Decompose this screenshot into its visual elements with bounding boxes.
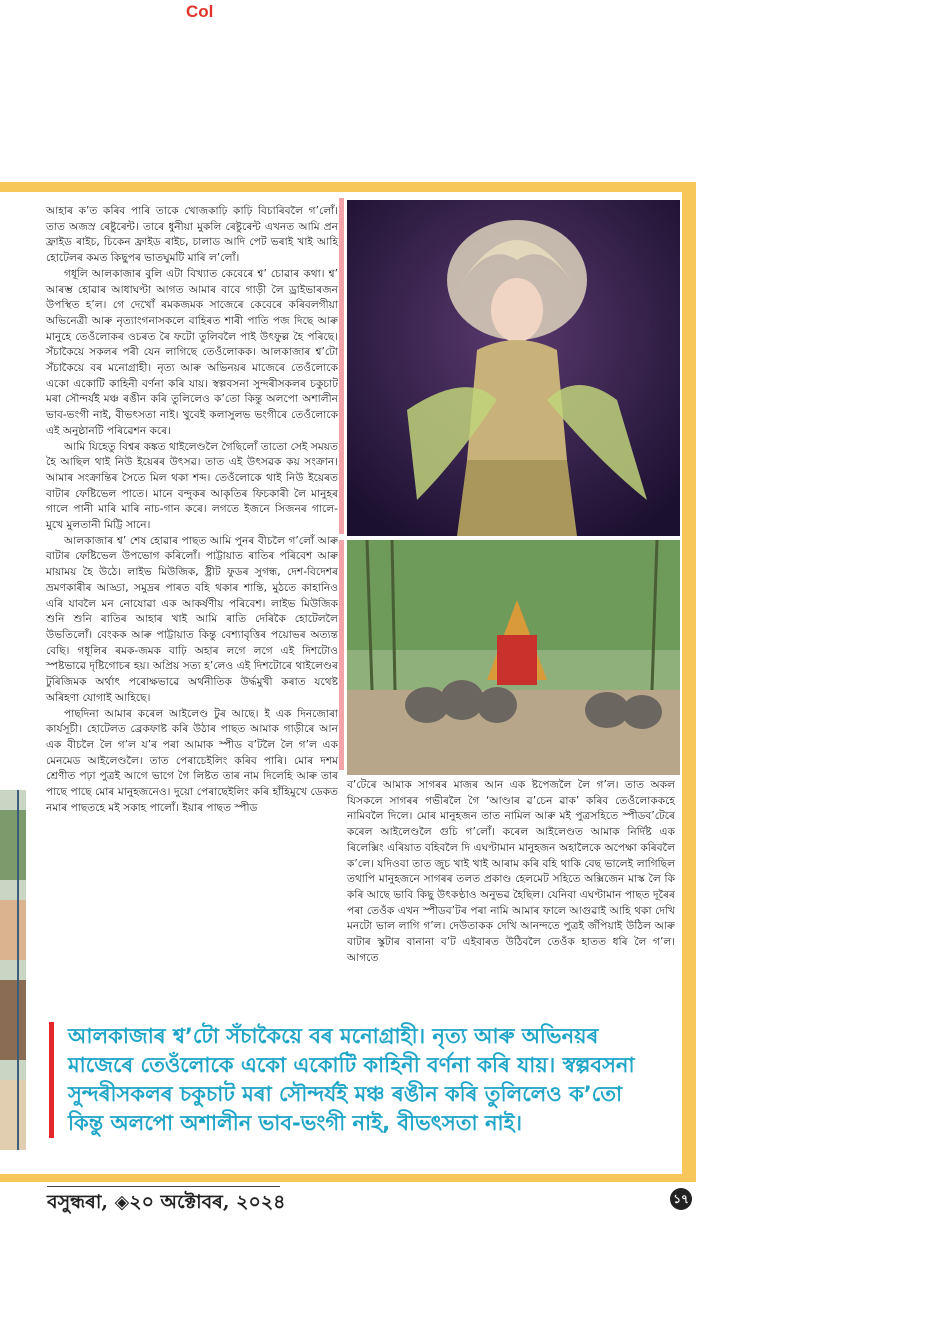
accent-bar (339, 540, 344, 770)
pull-quote-line: কিন্তু অলপো অশালীন ভাব-ভংগী নাই, বীভৎসতা নাই। (68, 1111, 523, 1135)
dancer-photo (347, 200, 680, 536)
paragraph: ব’টেৰে আমাক সাগৰৰ মাজৰ আন এক ষ্টপেজলৈ লৈ গ’ল। তাত অকল যিসকলে সাগৰৰ গভীৰলৈ গৈ ‘আণ্ডাৰ ৱ’চেন ৱাক’ কৰিব তেওঁলোককহে নামিবলৈ দিলে। মোৰ মানুহজন তাত নামিল আৰু মই পুত্ৰসহিতে স্পীডব’টেৰে কৰেল আইলেণ্ডলৈ গুচি গ’লোঁ। কৰেল আইলেণ্ডত আমাক নিৰ্দিষ্ট এক ৰিলেক্সিং এৰিয়াত বহিবলৈ দি এঘণ্টামান মানুহজন অহালৈকে অপেক্ষা কৰিবলৈ ক’লে। যদিওবা তাত জুচ খাই খাই আৰাম কৰি বহি থাকি বেছ ভালেই লাগিছিল তথাপি মানুহজনে সাগৰৰ তলত প্ৰকাণ্ড হেলমেট সহিতে অক্সিজেন মাস্ক লৈ কি কৰি আছে ভাবি কিছু উৎকণ্ঠাও অনুভৱ হৈছিল। যেনিবা এঘণ্টামান পাছত দূৰৈৰ পৰা তেওঁক এখন স্পীডব’টৰ পৰা নামি আমাৰ ফালে আগুৱাই আহি থকা দেখি মনটো ভাল লাগি গ’ল। দেউতাকক দেখি আনন্দতে পুত্ৰই জঁপিয়াই উঠিল আৰু বাটাৰ স্কুটাৰ বানানা ব’ট এইবাৰত উঠিবলৈ তেওঁক হাতত ধৰি লৈ গ’ল। আগতে (347, 779, 675, 964)
paragraph: আলকাজাৰ শ্ব’ শেষ হোৱাৰ পাছত আমি পুনৰ বীচলৈ গ’লোঁ আৰু বাটাৰ ফেষ্টিভেল উপভোগ কৰিলোঁ। পাট্টায়াত ৰাতিৰ পৰিবেশ আৰু মায়াময় হৈ উঠে। লাইভ মিউজিক, ষ্ট্ৰীট ফুডৰ সুগন্ধ, দেশ-বিদেশৰ ভ্ৰমণকাৰীৰ আড্ডা, সমুদ্ৰৰ পাৰত বহি থকাৰ শান্তি, মুঠতে কাহানিও এৰি যাবলৈ মন নোযোৱা এক আকৰ্ষণীয় পৰিবেশ। লাইভ মিউজিক শুনি শুনি ৰাতিৰ আহাৰ খাই আমি ৰাতি দেৰিকৈ হোটেললৈ উভতিলোঁ। বেংকক আৰু পাট্টায়াত কিন্তু বেশ্যাবৃত্তিৰ পয়োভৰ অত্যন্ত বেছি। গধূলিৰ ৰমক-জমক বাঢ়ি অহাৰ লগে লগে এই দিশটোও স্পষ্টভাৱে দৃষ্টিগোচৰ হয়। অপ্ৰিয় সত্য হ’লেও এই দিশটোৰে থাইলেণ্ডৰ টুৰিজিমক অৰ্থাৎ পৰোক্ষভাৱে অৰ্থনীতিক উৰ্দ্ধমুখী কৰাত যথেষ্ট অৰিহণা যোগাই আহিছে। (46, 534, 338, 704)
left-edge-photo (0, 790, 26, 1150)
pull-quote-line: সুন্দৰীসকলৰ চকুচাট মৰা সৌন্দৰ্যই মঞ্চ ৰঙীন কৰি তুলিলেও ক’তো (68, 1082, 623, 1106)
accent-bar (339, 198, 344, 534)
pull-quote (49, 1022, 680, 1138)
paragraph: আমি যিহেতু বিশ্বৰ কঙ্কত থাইলেণ্ডলৈ গৈছিলোঁ তাতো সেই সময়ত হৈ আছিল থাই নিউ ইয়েৰৰ উৎসৱ। তাত এই উৎসৱক কয় সংক্ৰান। আমাৰ সংক্ৰান্তিৰ সৈতে মিল থকা শব্দ। তেওঁলোকে থাই নিউ ইয়েৰত বাটাৰ ফেষ্টিভেল পাতে। মানে বন্দুকৰ আকৃতিৰ ফিচকাৰী লৈ মানুহৰ গালে পানী মাৰি মাৰি নাচ-গান কৰে। লগতে ইজনে সিজনৰ গালে-মুখে মুলতানী মিট্টি সানে। (46, 440, 338, 532)
footer-divider (47, 1186, 280, 1187)
right-column (347, 778, 675, 966)
pull-quote-line: মাজেৰে তেওঁলোকে একো একোটি কাহিনী বৰ্ণনা কৰি যায়। স্বল্পবসনা (68, 1053, 635, 1077)
pull-quote-line: আলকাজাৰ শ্ব’টো সঁচাকৈয়ে বৰ মনোগ্ৰাহী। নৃত্য আৰু অভিনয়ৰ (68, 1024, 599, 1048)
paragraph: পাছদিনা আমাৰ কৰেল আইলেণ্ড টুৰ আছে। ই এক দিনজোৰা কাৰ্যসূচী। হোটেলত ব্ৰেকফাষ্ট কৰি উঠাৰ পাছত আমাক গাড়ীৰে আন এক বীচলৈ লৈ গ’ল য’ৰ পৰা আমাক স্পীড ব’টলৈ লৈ গ’ল এক মেনমেড আইলেণ্ডলৈ। তাত পেৰাচেইলিং কৰিব পাৰি। মোৰ দশম শ্ৰেণীত পঢ়া পুত্ৰই আগে ভাগে গৈ লিষ্টত তাৰ নাম দিলেহি আৰু তাৰ পাছে পাছে মোৰ মানুহজনেও। দুয়ো পেৰাছেইলিং কৰি হাঁহিমুখে ডেকত নমাৰ পাছতহে মই সকাহ পালোঁ। ইয়াৰ পাছত স্পীড (46, 707, 338, 814)
paragraph: আহাৰ ক’ত কৰিব পাৰি তাকে খোজকাঢ়ি কাঢ়ি বিচাৰিবলৈ গ’লোঁ। তাত অজস্ৰ ৰেষ্টুৰেন্ট। তাৰে ধুনীয়া মুকলি ৰেষ্টুৰেন্ট এখনত আমি প্ৰন ফ্ৰাইড ৰাইচ, চিকেন ফ্ৰাইড ৰাইচ, চালাড আদি পেট ভৰাই খাই আহি হোটেলৰ কমত কিছুপৰ ভাতঘুমটি মাৰি ল’লোঁ। (46, 205, 338, 265)
left-column (46, 204, 338, 816)
elephant-show-photo (347, 540, 680, 775)
page-number: ১৭ (670, 1188, 692, 1210)
paragraph: গধূলি আলকাজাৰ বুলি এটা বিখ্যাত কেবেৰে শ্ব’ চোৱাৰ কথা। শ্ব’ আৰম্ভ হোৱাৰ আধাঘণ্টা আগত আমাৰ বাবে গাড়ী লৈ ড্ৰাইভাৰজন উপস্থিত হ’ল। গে দেখোঁ ৰমকজমক সাজেৰে কেবেৰে কৰিবলগীয়া অভিনেত্ৰী আৰু নৃত্যাংগনাসকলে বাহিৰত শাৰী পাতি পজ দিছে আৰু মানুহে তেওঁলোকৰ ওচৰত ৰৈ ফটো তুলিবলৈ পাই উৎফুল্ল হৈ পৰিছে। সঁচাকৈয়ে সকলৰ পৰী যেন লাগিছে তেওঁলোকক। আলকাজাৰ শ্ব’টো সঁচাকৈয়ে বৰ মনোগ্ৰাহী। নৃত্য আৰু অভিনয়ৰ মাজেৰে তেওঁলোকে একো একোটি কাহিনী বৰ্ণনা কৰি যায়। স্বল্পবসনা সুন্দৰীসকলৰ চকুচাট মৰা সৌন্দৰ্যই মঞ্চ ৰঙীন কৰি তুলিলেও ক’তো কিন্তু অলপো অশালীন ভাব-ভংগী নাই, বীভৎসতা নাই। খুবেই কলাসুলভ ভংগীৰে তেওঁলোকে এই অনুষ্ঠানটি পৰিৱেশন কৰে। (46, 267, 338, 437)
footer-masthead: বসুন্ধৰা, ◈২০ অক্টোবৰ, ২০২৪ (47, 1191, 286, 1213)
col-mark: Col (186, 2, 214, 21)
